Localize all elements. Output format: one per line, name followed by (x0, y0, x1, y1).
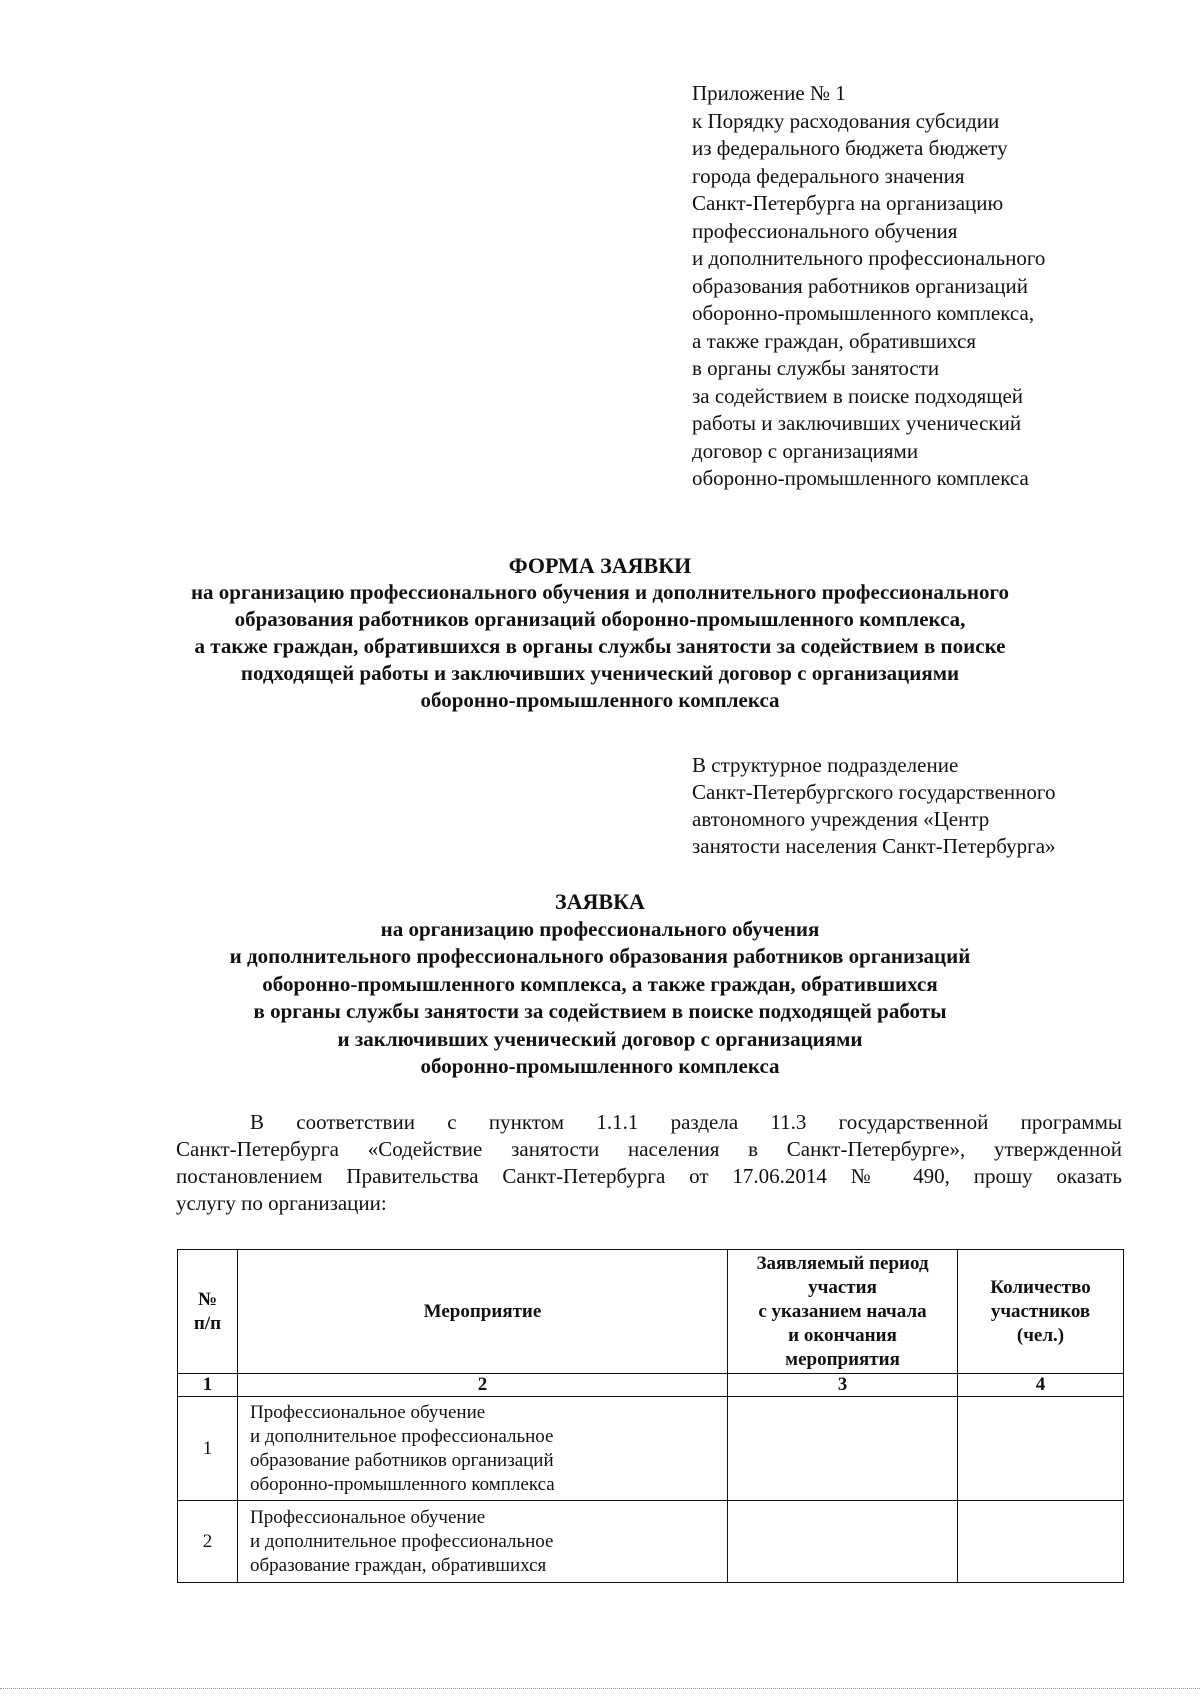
header-count (958, 1250, 1124, 1374)
row-event (238, 1397, 728, 1501)
addressee-block (692, 752, 1132, 860)
application-title (130, 888, 1070, 1081)
row-event-line: Профессиональное обучение (250, 1506, 486, 1528)
header-period-line: мероприятия (785, 1348, 900, 1370)
row-number: 1 (178, 1397, 238, 1501)
addressee-line: занятости населения Санкт-Петербурга» (692, 834, 1056, 858)
row-event-line: оборонно-промышленного комплекса (250, 1473, 555, 1495)
column-number: 2 (238, 1374, 728, 1397)
table-row (178, 1397, 1124, 1501)
form-title-line: подходящей работы и заключивших ученический договор с организациями (240, 661, 960, 685)
header-count-line: участников (990, 1300, 1091, 1322)
application-title-line: в органы службы занятости за содействием в поиске подходящей работы (253, 999, 947, 1023)
row-event-line: Профессиональное обучение (250, 1401, 486, 1423)
events-table (177, 1249, 1124, 1583)
body-line: Санкт-Петербурга «Содействие занятости населения в Санкт-Петербурге», утвержденной (176, 1137, 1122, 1161)
row-count-field[interactable] (958, 1501, 1124, 1583)
header-period (728, 1250, 958, 1374)
form-title-line: на организацию профессионального обучения и дополнительного профессионального (190, 580, 1010, 604)
addressee-line: автономного учреждения «Центр (692, 807, 990, 831)
header-event: Мероприятие (238, 1250, 728, 1374)
application-title-line: и дополнительного профессионального образования работников организаций (229, 944, 971, 968)
table-row (178, 1501, 1124, 1583)
row-period-field[interactable] (728, 1501, 958, 1583)
body-line: В соответствии с пунктом 1.1.1 раздела 11.3 государственной программы (250, 1110, 1122, 1134)
column-number-row (178, 1374, 1124, 1397)
row-event (238, 1501, 728, 1583)
appendix-line: города федерального значения (692, 163, 965, 188)
appendix-reference (692, 80, 1132, 493)
body-paragraph (176, 1109, 1122, 1217)
application-title-line: и заключивших ученический договор с организациями (337, 1026, 863, 1051)
addressee-line: В структурное подразделение (692, 753, 959, 777)
appendix-line: и дополнительного профессионального (692, 246, 1046, 270)
header-period-line: участия (808, 1276, 877, 1298)
application-title-line: оборонно-промышленного комплекса (420, 1054, 780, 1078)
header-count-line: (чел.) (1016, 1324, 1065, 1346)
appendix-line: работы и заключивших ученический (692, 411, 1022, 435)
row-count-field[interactable] (958, 1397, 1124, 1501)
appendix-line: договор с организациями (692, 438, 919, 463)
column-number: 4 (958, 1374, 1124, 1397)
row-event-line: образование граждан, обратившихся (250, 1554, 547, 1576)
scan-edge-divider (0, 1688, 1200, 1689)
column-number: 3 (728, 1374, 958, 1397)
table-header-row (178, 1250, 1124, 1374)
body-line: постановлением Правительства Санкт-Петербурга от 17.06.2014 № 490, прошу оказать (176, 1164, 1122, 1188)
row-event-line: и дополнительное профессиональное (250, 1425, 554, 1447)
column-number: 1 (178, 1374, 238, 1397)
appendix-line: Приложение № 1 (692, 81, 846, 105)
appendix-line: за содействием в поиске подходящей (692, 383, 1024, 408)
application-title-line: на организацию профессионального обучения (380, 916, 820, 941)
appendix-line: Санкт-Петербурга на организацию (692, 191, 1004, 215)
form-title (130, 552, 1070, 714)
appendix-line: образования работников организаций (692, 273, 1028, 298)
appendix-line: в органы службы занятости (692, 356, 940, 380)
header-number-line: п/п (193, 1312, 222, 1334)
row-event-line: образование работников организаций (250, 1449, 554, 1471)
appendix-line: оборонно-промышленного комплекса (692, 466, 1029, 490)
header-period-line: и окончания (788, 1324, 897, 1346)
appendix-line: оборонно-промышленного комплекса, (692, 301, 1035, 325)
appendix-line: а также граждан, обратившихся (692, 328, 977, 353)
application-heading: ЗАЯВКА (555, 889, 645, 914)
row-period-field[interactable] (728, 1397, 958, 1501)
application-title-line: оборонно-промышленного комплекса, а также граждан, обратившихся (262, 971, 938, 996)
row-event-line: и дополнительное профессиональное (250, 1530, 554, 1552)
form-heading: ФОРМА ЗАЯВКИ (508, 553, 692, 578)
header-period-line: с указанием начала (758, 1300, 927, 1322)
header-period-line: Заявляемый период (756, 1252, 929, 1274)
addressee-line: Санкт-Петербургского государственного (692, 780, 1056, 804)
form-title-line: а также граждан, обратившихся в органы службы занятости за содействием в поиске (194, 634, 1006, 658)
header-count-line: Количество (990, 1276, 1091, 1298)
appendix-line: из федерального бюджета бюджету (692, 136, 1008, 160)
header-number (178, 1250, 238, 1374)
header-number-line: № (197, 1288, 218, 1310)
appendix-line: к Порядку расходования субсидии (692, 108, 1000, 133)
form-title-line: оборонно-промышленного комплекса (420, 688, 780, 712)
form-title-line: образования работников организаций оборонно-промышленного комплекса, (234, 607, 966, 631)
appendix-line: профессионального обучения (692, 218, 958, 243)
body-line: услугу по организации: (176, 1191, 387, 1215)
row-number: 2 (178, 1501, 238, 1583)
